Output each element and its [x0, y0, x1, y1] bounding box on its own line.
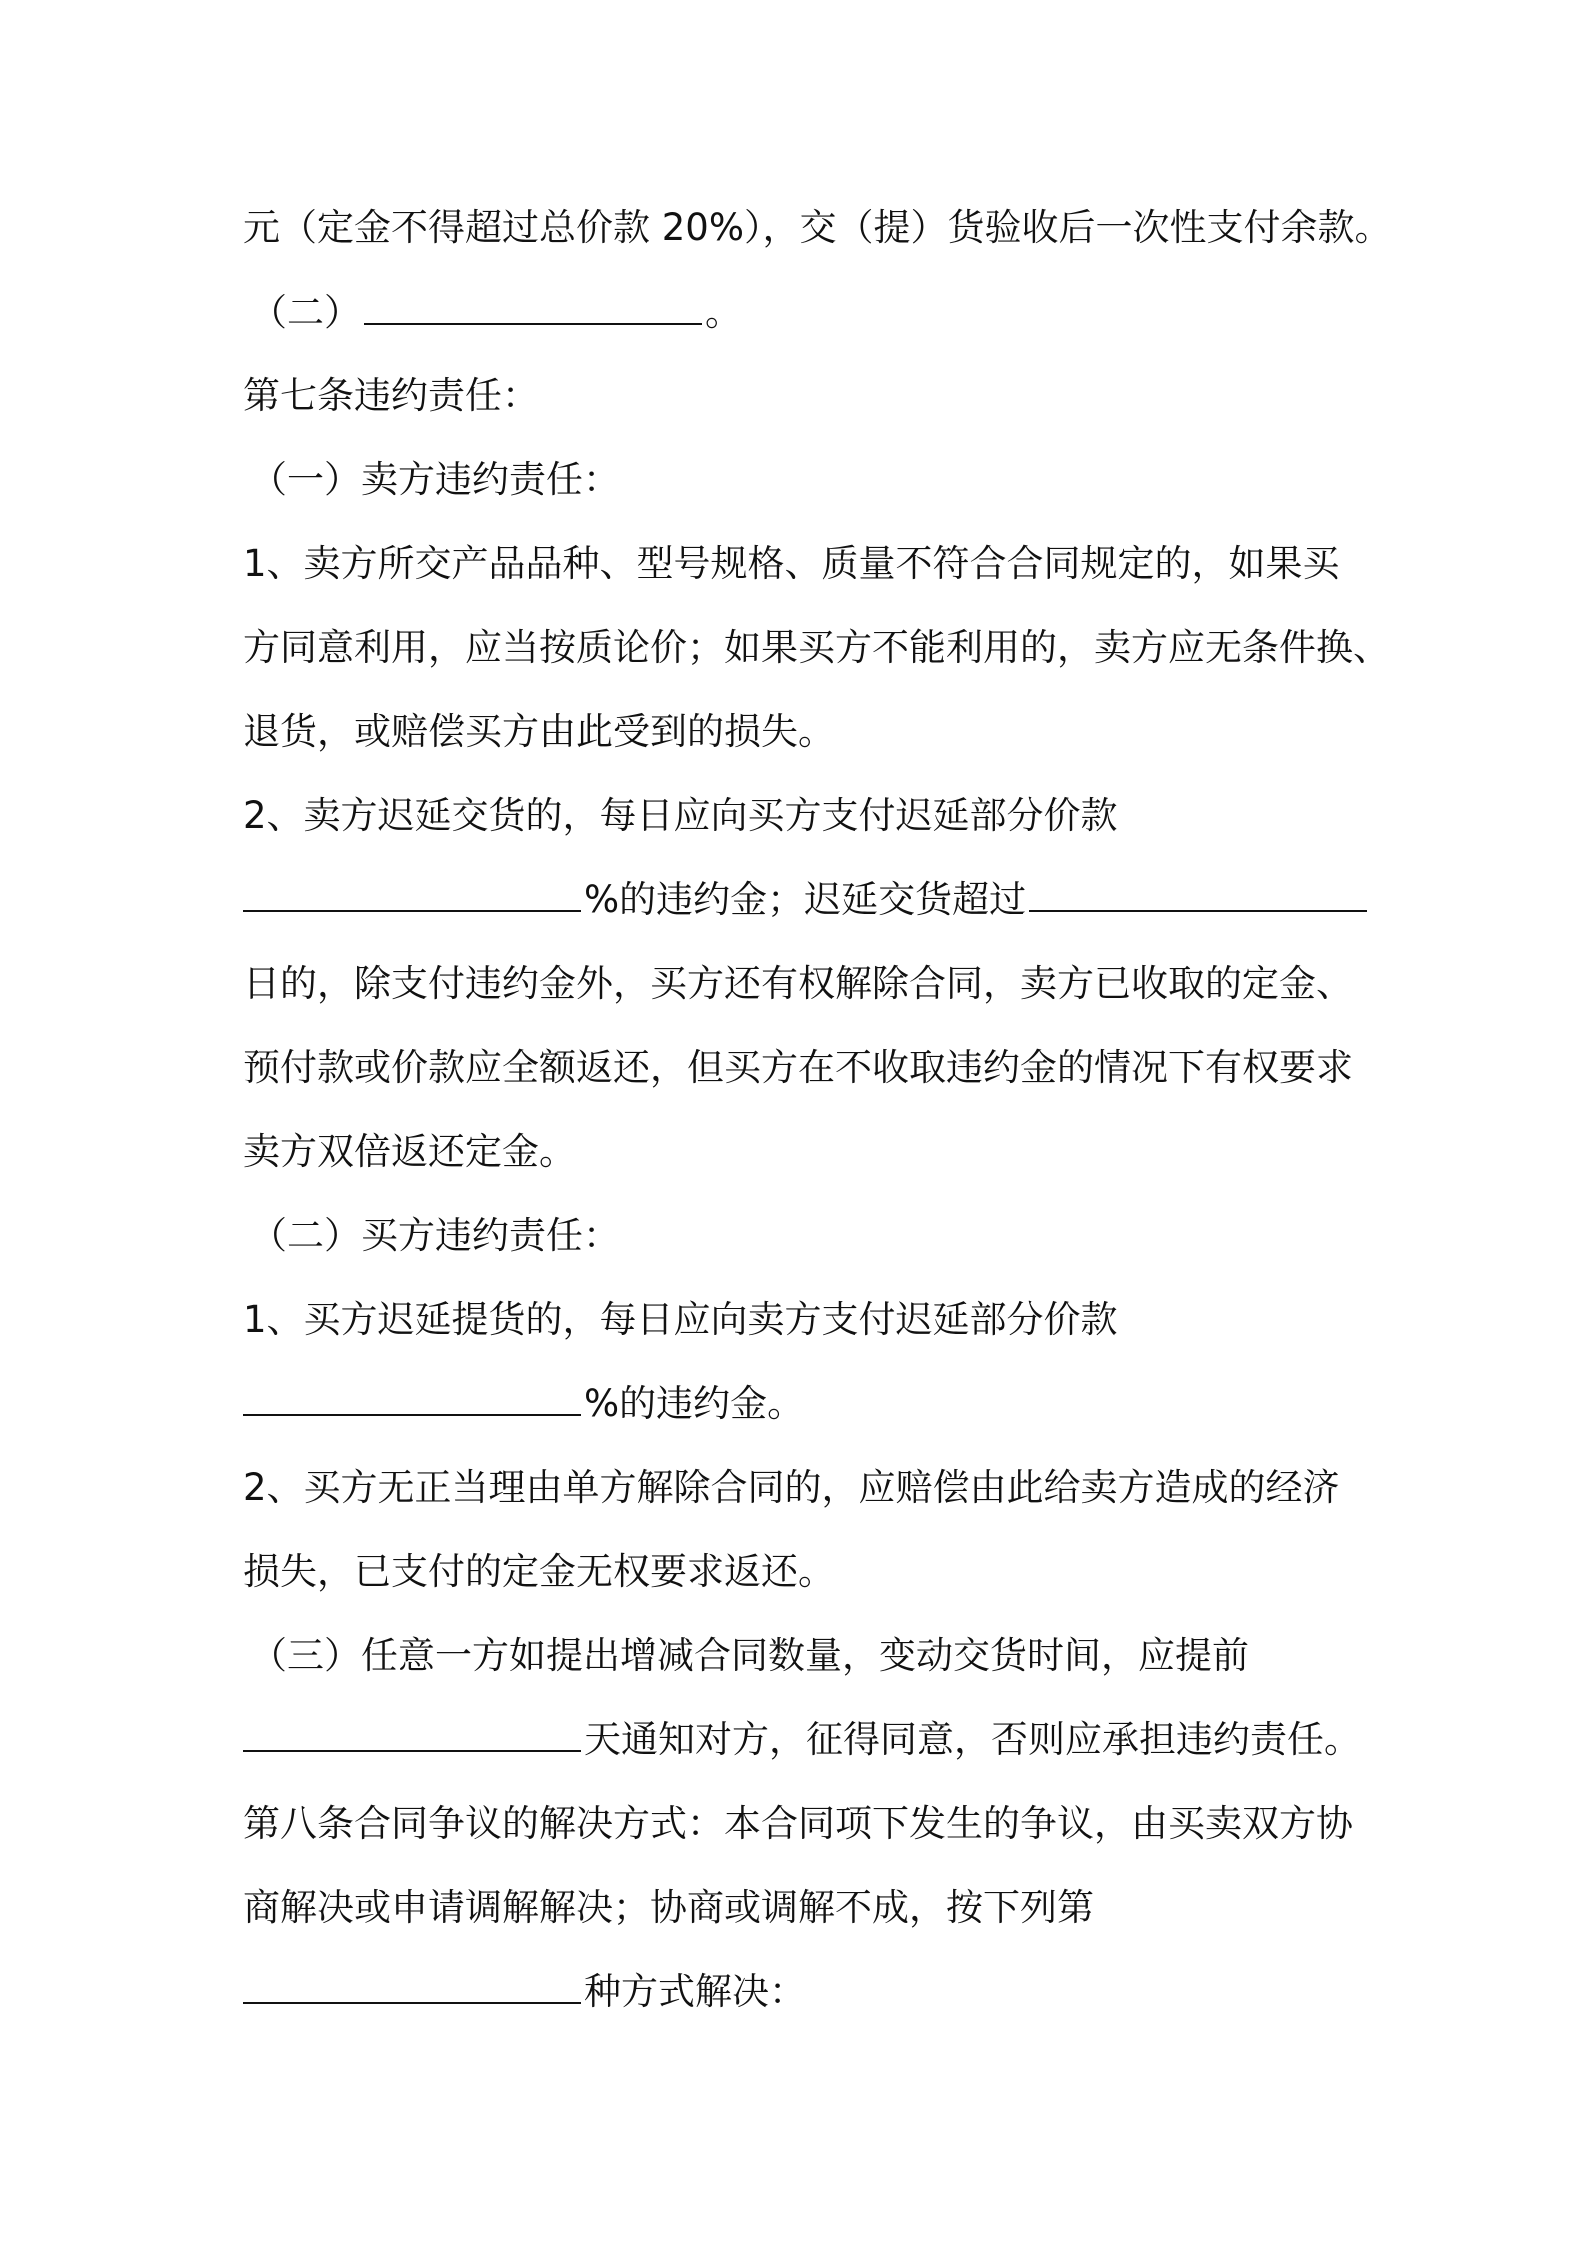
section-heading [243, 1800, 1363, 1848]
text: 2、买方无正当理由单方解除合同的，应赔偿由此给卖方造成的经济 [243, 1466, 1340, 1509]
text: %的违约金。 [584, 1382, 805, 1425]
paragraph-line [243, 1884, 1363, 1932]
paragraph-line [243, 792, 1363, 840]
fill-in-blank[interactable] [1029, 906, 1367, 912]
text: %的违约金；迟延交货超过 [584, 878, 1027, 921]
paragraph-line [243, 876, 1363, 924]
text: 元（定金不得超过总价款 20%），交（提）货验收后一次性支付余款。 [243, 206, 1392, 249]
text: 日的，除支付违约金外，买方还有权解除合同，卖方已收取的定金、 [243, 962, 1353, 1005]
paragraph-line [243, 1380, 1363, 1428]
paragraph-line [243, 540, 1363, 588]
paragraph-line [243, 624, 1390, 672]
text: （三）任意一方如提出增减合同数量，变动交货时间，应提前 [250, 1634, 1249, 1677]
paragraph-line [250, 1632, 1370, 1680]
text: 卖方双倍返还定金。 [243, 1130, 576, 1173]
text: 1、买方迟延提货的，每日应向卖方支付迟延部分价款 [243, 1298, 1118, 1341]
fill-in-blank[interactable] [243, 906, 581, 912]
paragraph-line [243, 1548, 1363, 1596]
text: 商解决或申请调解解决；协商或调解不成，按下列第 [243, 1886, 1094, 1929]
text: （二）买方违约责任： [250, 1214, 620, 1257]
fill-in-blank[interactable] [243, 1746, 581, 1752]
text: （一）卖方违约责任： [250, 458, 620, 501]
fill-in-blank[interactable] [243, 1998, 581, 2004]
paragraph-line [250, 289, 1370, 337]
text: 种方式解决： [584, 1970, 806, 2013]
text: 2、卖方迟延交货的，每日应向买方支付迟延部分价款 [243, 794, 1118, 837]
section-heading [243, 372, 1363, 420]
text: 第七条违约责任： [243, 374, 539, 417]
text: 第八条合同争议的解决方式：本合同项下发生的争议，由买卖双方协 [243, 1802, 1353, 1845]
text: 损失，已支付的定金无权要求返还。 [243, 1550, 835, 1593]
paragraph-line [243, 1128, 1363, 1176]
text: （二） [250, 291, 361, 334]
paragraph-line [243, 1968, 1363, 2016]
text: 退货，或赔偿买方由此受到的损失。 [243, 710, 835, 753]
text: 方同意利用，应当按质论价；如果买方不能利用的，卖方应无条件换、 [243, 626, 1390, 669]
text: 天通知对方，征得同意，否则应承担违约责任。 [584, 1718, 1361, 1761]
text: 。 [705, 291, 742, 334]
fill-in-blank[interactable] [243, 1410, 581, 1416]
text: 预付款或价款应全额返还，但买方在不收取违约金的情况下有权要求 [243, 1046, 1353, 1089]
paragraph-line [243, 1296, 1363, 1344]
fill-in-blank[interactable] [364, 319, 702, 325]
text: 1、卖方所交产品品种、型号规格、质量不符合合同规定的，如果买 [243, 542, 1340, 585]
paragraph-line [243, 960, 1363, 1008]
paragraph-line [243, 1044, 1363, 1092]
paragraph-line [243, 708, 1363, 756]
subsection-heading [250, 456, 1370, 504]
subsection-heading [250, 1212, 1370, 1260]
paragraph-line [243, 204, 1392, 252]
paragraph-line [243, 1464, 1363, 1512]
paragraph-line [243, 1716, 1363, 1764]
